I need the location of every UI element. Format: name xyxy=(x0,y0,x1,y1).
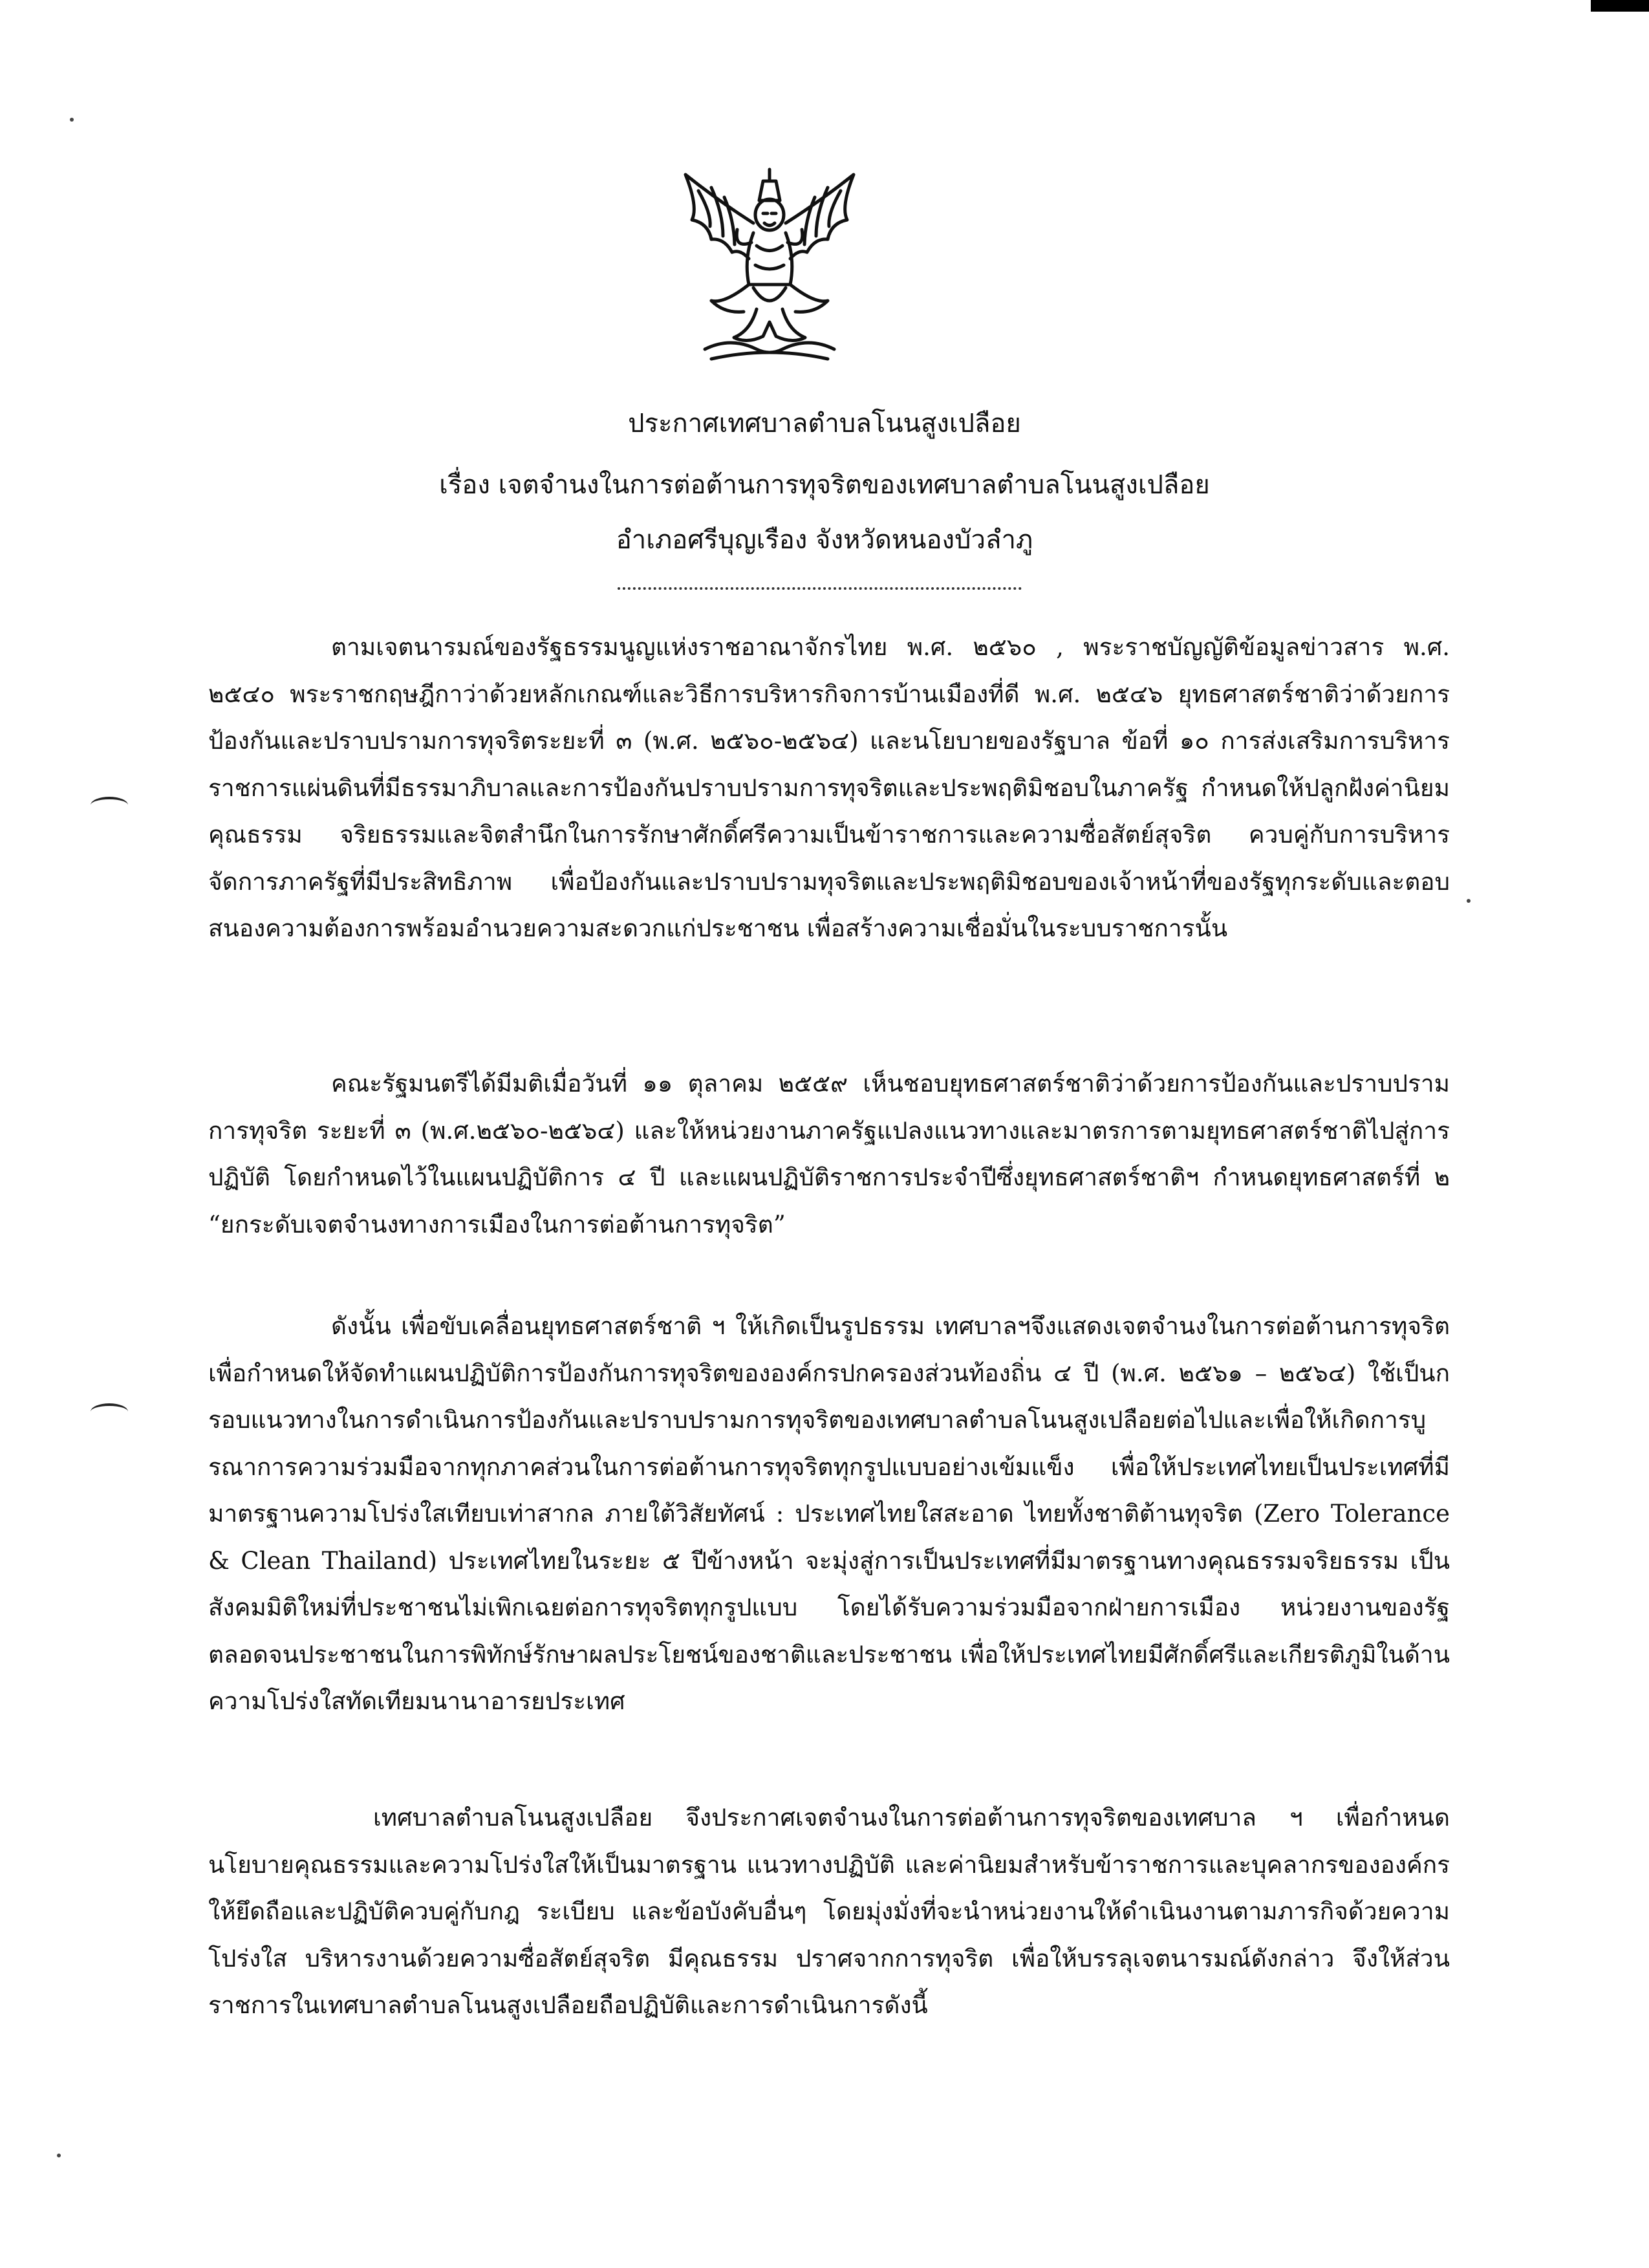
scan-speck xyxy=(57,2154,61,2157)
body-paragraph-2: คณะรัฐมนตรีได้มีมติเมื่อวันที่ ๑๑ ตุลาคม ๒๕๕๙ เห็นชอบยุทธศาสตร์ชาติว่าด้วยการป้องกันและปราบปรามการทุจริต ระยะที่ ๓ (พ.ศ.๒๕๖๐-๒๕๖๔) และให้หน่วยงานภาครัฐแปลงแนวทางและมาตรการตามยุทธศาสตร์ชาติไปสู่การปฏิบัติ โดยกำหนดไว้ในแผนปฏิบัติการ ๔ ปี และแผนปฏิบัติราชการประจำปีซึ่งยุทธศาสตร์ชาติฯ กำหนดยุทธศาสตร์ที่ ๒ “ยกระดับเจตจำนงทางการเมืองในการต่อต้านการทุจริต” xyxy=(208,1070,1450,1238)
announcement-title: ประกาศเทศบาลตำบลโนนสูงเปลือย xyxy=(628,409,1021,438)
scan-speck xyxy=(70,118,74,122)
body-paragraph-3: ดังนั้น เพื่อขับเคลื่อนยุทธศาสตร์ชาติ ฯ ให้เกิดเป็นรูปธรรม เทศบาลฯจึงแสดงเจตจำนงในการต่อต้านการทุจริต เพื่อกำหนดให้จัดทำแผนปฏิบัติการป้องกันการทุจริตขององค์กรปกครองส่วนท้องถิ่น ๔ ปี (พ.ศ. ๒๕๖๑ – ๒๕๖๔) ใช้เป็นกรอบแนวทางในการดำเนินการป้องกันและปราบปรามการทุจริตของเทศบาลตำบลโนนสูงเปลือยต่อไปและเพื่อให้เกิดการบูรณาการความร่วมมือจากทุกภาคส่วนในการต่อต้านการทุจริตทุกรูปแบบอย่างเข้มแข็ง เพื่อให้ประเทศไทยเป็นประเทศที่มีมาตรฐานความโปร่งใสเทียบเท่าสากล ภายใต้วิสัยทัศน์ : ประเทศไทยใสสะอาด ไทยทั้งชาติต้านทุจริต (Zero Tolerance & Clean Thailand) ประเทศไทยในระยะ ๕ ปีข้างหน้า จะมุ่งสู่การเป็นประเทศที่มีมาตรฐานทางคุณธรรมจริยธรรม เป็นสังคมมิติใหม่ที่ประชาชนไม่เพิกเฉยต่อการทุจริตทุกรูปแบบ โดยได้รับความร่วมมือจากฝ่ายการเมือง หน่วยงานของรัฐ ตลอดจนประชาชนในการพิทักษ์รักษาผลประโยชน์ของชาติและประชาชน เพื่อให้ประเทศไทยมีศักดิ์ศรีและเกียรติภูมิในด้านความโปร่งใสทัดเทียมนานาอารยประเทศ xyxy=(208,1312,1450,1715)
announcement-subject: เรื่อง เจตจำนงในการต่อต้านการทุจริตของเทศบาลตำบลโนนสูงเปลือย xyxy=(439,470,1210,500)
dotted-separator xyxy=(618,587,1022,590)
body-paragraph-1: ตามเจตนารมณ์ของรัฐธรรมนูญแห่งราชอาณาจักรไทย พ.ศ. ๒๕๖๐ , พระราชบัญญัติข้อมูลข่าวสาร พ.ศ. ๒๕๔๐ พระราชกฤษฎีกาว่าด้วยหลักเกณฑ์และวิธีการบริหารกิจการบ้านเมืองที่ดี พ.ศ. ๒๕๔๖ ยุทธศาสตร์ชาติว่าด้วยการป้องกันและปราบปรามการทุจริตระยะที่ ๓ (พ.ศ. ๒๕๖๐-๒๕๖๔) และนโยบายของรัฐบาล ข้อที่ ๑๐ การส่งเสริมการบริหารราชการแผ่นดินที่มีธรรมาภิบาลและการป้องกันปราบปรามการทุจริตและประพฤติมิชอบในภาครัฐ กำหนดให้ปลูกฝังค่านิยมคุณธรรม จริยธรรมและจิตสำนึกในการรักษาศักดิ์ศรีความเป็นข้าราชการและความซื่อสัตย์สุจริต ควบคู่กับการบริหารจัดการภาครัฐที่มีประสิทธิภาพ เพื่อป้องกันและปราบปรามทุจริตและประพฤติมิชอบของเจ้าหน้าที่ของรัฐทุกระดับและตอบสนองความต้องการพร้อมอำนวยความสะดวกแก่ประชาชน เพื่อสร้างความเชื่อมั่นในระบบราชการนั้น xyxy=(208,633,1450,942)
scan-speck xyxy=(1467,899,1471,903)
hole-punch-mark xyxy=(91,1403,128,1420)
scan-edge-mark xyxy=(1591,0,1649,12)
garuda-emblem-icon xyxy=(673,162,867,369)
body-paragraph-4: เทศบาลตำบลโนนสูงเปลือย จึงประกาศเจตจำนงในการต่อต้านการทุจริตของเทศบาล ฯ เพื่อกำหนดนโยบายคุณธรรมและความโปร่งใสให้เป็นมาตรฐาน แนวทางปฏิบัติ และค่านิยมสำหรับข้าราชการและบุคลากรขององค์กรให้ยึดถือและปฏิบัติควบคู่กับกฎ ระเบียบ และข้อบังคับอื่นๆ โดยมุ่งมั่งที่จะนำหน่วยงานให้ดำเนินงานตามภารกิจด้วยความโปร่งใส บริหารงานด้วยความซื่อสัตย์สุจริต มีคุณธรรม ปราศจากการทุจริต เพื่อให้บรรลุเจตนารมณ์ดังกล่าว จึงให้ส่วนราชการในเทศบาลตำบลโนนสูงเปลือยถือปฏิบัติและการดำเนินการดังนี้ xyxy=(208,1804,1450,2019)
hole-punch-mark xyxy=(91,797,128,814)
announcement-district: อำเภอศรีบุญเรือง จังหวัดหนองบัวลำภู xyxy=(616,525,1033,555)
